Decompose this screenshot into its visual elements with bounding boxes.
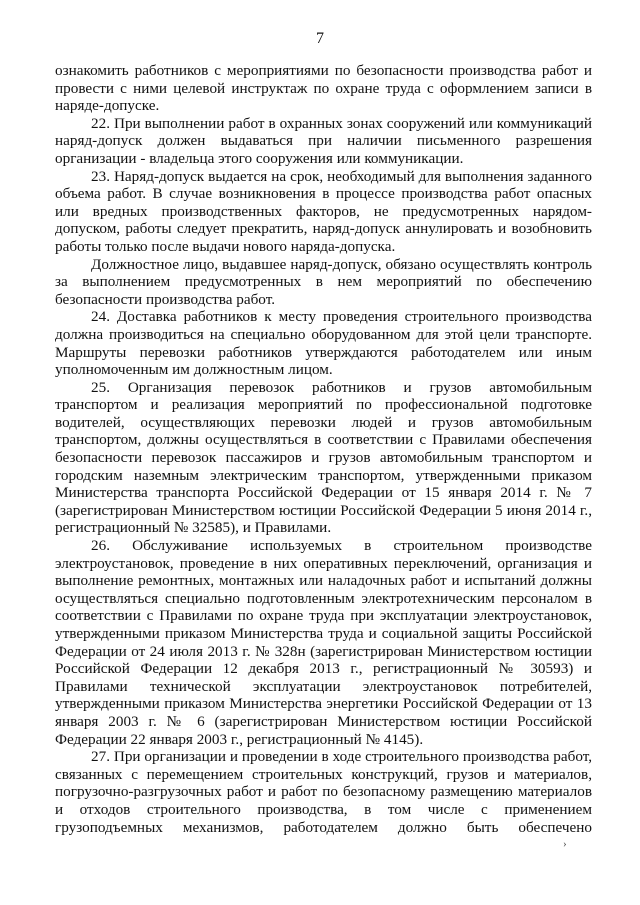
- paragraph-23: 23. Наряд-допуск выдается на срок, необходимый для выполнения заданного объема работ. В случае возникновения в процессе производства работ опасных или вредных производственных факторов, не предусмотренных нарядом-допуском, работы следует прекратить, наряд-допуск аннулировать и возобновить работы только после выдачи нового наряда-допуска.: [55, 167, 592, 255]
- paragraph-22: 22. При выполнении работ в охранных зонах сооружений или коммуникаций наряд-допуск должен выдаваться при наличии письменного разрешения организации - владельца этого сооружения или коммуникации.: [55, 114, 592, 167]
- page-mark: ›: [563, 838, 567, 850]
- paragraph-27: 27. При организации и проведении в ходе строительного производства работ, связанных с перемещением строительных конструкций, грузов и материалов, погрузочно-разгрузочных работ и работ по безопасному размещению материалов и отходов строительного производства, в том числе с применением грузоподъемных механизмов, работодателем должно быть обеспечено: [55, 748, 592, 836]
- paragraph-24: 24. Доставка работников к месту проведения строительного производства должна производиться на специально оборудованном для этой цели транспорте. Маршруты перевозки работников утверждаются работодателем или иным уполномоченным им должностным лицом.: [55, 308, 592, 379]
- paragraph-26: 26. Обслуживание используемых в строительном производстве электроустановок, проведение в них оперативных переключений, организация и выполнение ремонтных, монтажных или наладочных работ и испытаний должны осуществляться специально подготовленным электротехническим персоналом в соответствии с Правилами по охране труда при эксплуатации электроустановок, утвержденными приказом Министерства труда и социальной защиты Российской Федерации от 24 июля 2013 г. № 328н (зарегистрирован Министерством юстиции Российской Федерации 12 декабря 2013 г., регистрационный № 30593) и Правилами технической эксплуатации электроустановок потребителей, утвержденными приказом Министерства энергетики Российской Федерации от 13 января 2003 г. № 6 (зарегистрирован Министерством юстиции Российской Федерации 22 января 2003 г., регистрационный № 4145).: [55, 537, 592, 748]
- paragraph-23-responsible-person: Должностное лицо, выдавшее наряд-допуск, обязано осуществлять контроль за выполнением предусмотренных в нем мероприятий по обеспечению безопасности производства работ.: [55, 255, 592, 308]
- document-body: [55, 62, 592, 836]
- paragraph-25: 25. Организация перевозок работников и грузов автомобильным транспортом и реализация мероприятий по профессиональной подготовке водителей, осуществляющих перевозки людей и грузов автомобильным транспортом, должны осуществляться в соответствии с Правилами обеспечения безопасности перевозок пассажиров и грузов автомобильным транспортом и городским наземным электрическим транспортом, утвержденными приказом Министерства транспорта Российской Федерации от 15 января 2014 г. № 7 (зарегистрирован Министерством юстиции Российской Федерации 5 июня 2014 г., регистрационный № 32585), и Правилами.: [55, 378, 592, 537]
- paragraph-continuation: ознакомить работников с мероприятиями по безопасности производства работ и провести с ними целевой инструктаж по охране труда с оформлением записи в наряде-допуске.: [55, 62, 592, 115]
- page-number: 7: [316, 30, 324, 47]
